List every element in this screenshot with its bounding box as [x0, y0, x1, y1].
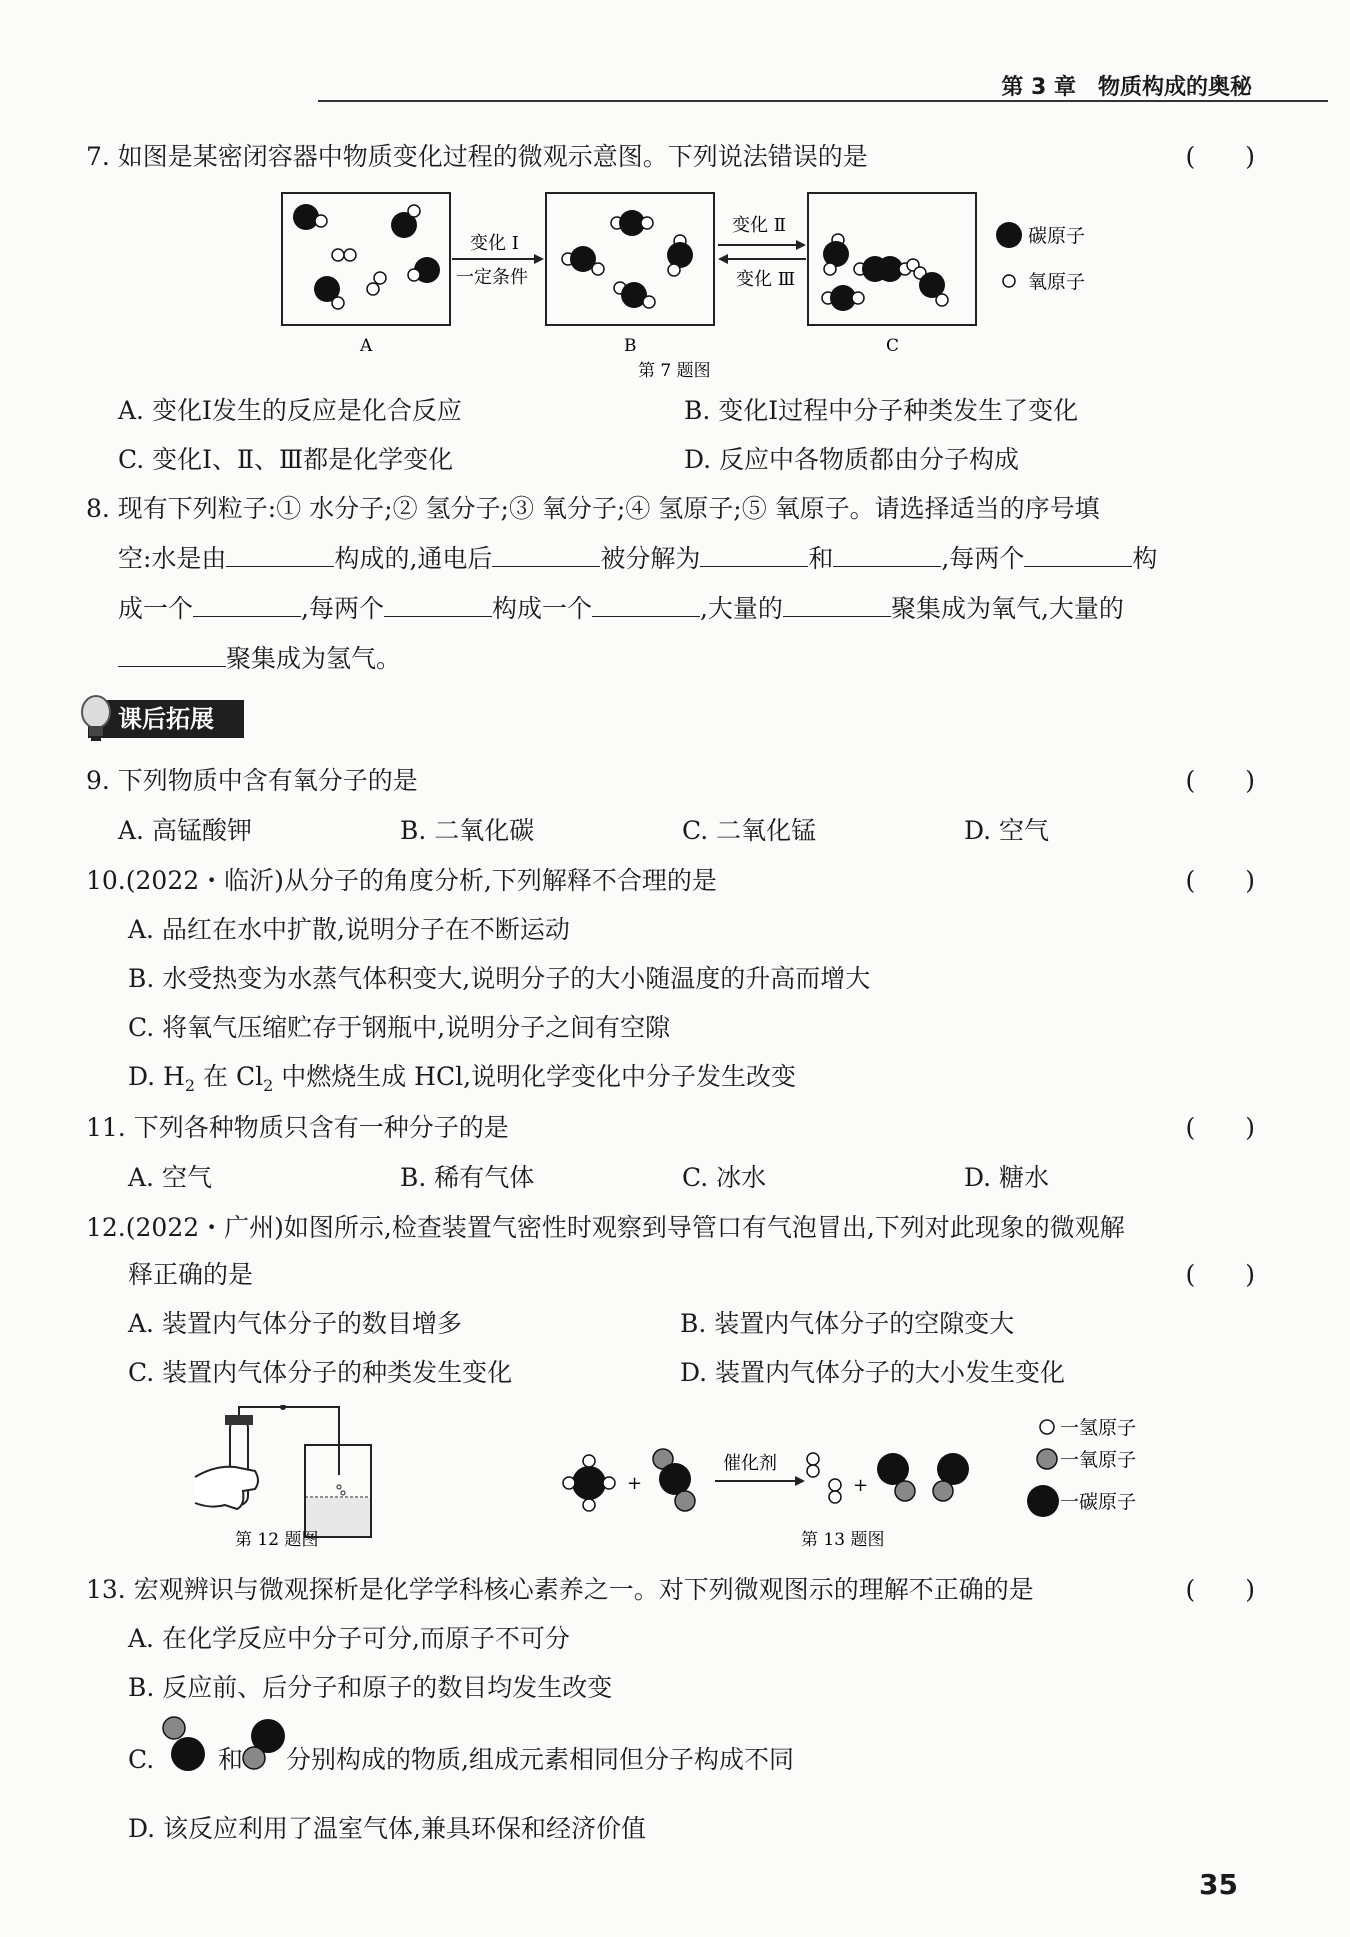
q10-stem: 10.(2022・临沂)从分子的角度分析,下列解释不合理的是: [86, 866, 717, 895]
q10-paren: ( ): [1185, 866, 1255, 895]
q9-stem: 9. 下列物质中含有氧分子的是: [86, 766, 418, 795]
legend-oxygen-dot: [1003, 275, 1015, 287]
q13-figure-caption: 第 13 题图: [801, 1530, 885, 1550]
catalyst-label: 催化剂: [723, 1453, 777, 1474]
box-c-label: C: [886, 336, 900, 356]
q8-line1: 8. 现有下列粒子:① 水分子;② 氢分子;③ 氧分子;④ 氢原子;⑤ 氧原子。请选择适当的序号填: [86, 494, 1100, 523]
legend-oxygen-label: 氧原子: [1028, 271, 1086, 293]
q12-paren: ( ): [1185, 1260, 1255, 1289]
box-a-molecules: [293, 204, 440, 309]
q13-figure: [555, 1405, 1145, 1555]
q7-option-c: C. 变化Ⅰ、Ⅱ、Ⅲ都是化学变化: [118, 445, 454, 474]
q10-option-b: B. 水受热变为水蒸气体积变大,说明分子的大小随温度的升高而增大: [128, 964, 871, 993]
q11-option-d: D. 糖水: [964, 1163, 1050, 1192]
q11-paren: ( ): [1185, 1113, 1255, 1142]
page-number: 35: [1199, 1868, 1238, 1901]
q8-line3: 成一个 ,每两个 构成一个 ,大量的 聚集成为氧气,大量的: [118, 594, 1124, 623]
q13-option-d: D. 该反应利用了温室气体,兼具环保和经济价值: [128, 1814, 646, 1843]
arrow1-top-label: 变化 Ⅰ: [470, 233, 519, 254]
q8-line4: 聚集成为氢气。: [118, 642, 401, 676]
q7-stem: 7. 如图是某密闭容器中物质变化过程的微观示意图。下列说法错误的是: [86, 142, 868, 171]
q7-figure: [270, 185, 1110, 385]
legend-hydrogen-label: 一氢原子: [1060, 1417, 1137, 1439]
q9-option-a: A. 高锰酸钾: [118, 816, 252, 845]
arrow2-label: 变化 Ⅱ: [732, 215, 786, 236]
q13-option-c-label: C.: [128, 1745, 155, 1774]
q12-stem-line1: 12.(2022・广州)如图所示,检查装置气密性时观察到导管口有气泡冒出,下列对此现象的微观解: [86, 1213, 1125, 1242]
q12-stem-line2: 释正确的是: [128, 1260, 254, 1289]
q9-paren: ( ): [1185, 766, 1255, 795]
q7-option-b: B. 变化Ⅰ过程中分子种类发生了变化: [684, 396, 1079, 425]
box-c-molecules: [822, 234, 948, 311]
q12-figure-caption: 第 12 题图: [235, 1530, 319, 1550]
q12-option-d: D. 装置内气体分子的大小发生变化: [680, 1358, 1066, 1387]
q13-stem: 13. 宏观辨识与微观探析是化学学科核心素养之一。对下列微观图示的理解不正确的是: [86, 1575, 1034, 1604]
co2-molecule-icon: [240, 1712, 290, 1792]
q13-option-c-and: 和: [218, 1745, 244, 1774]
q10-option-c: C. 将氧气压缩贮存于钢瓶中,说明分子之间有空隙: [128, 1013, 671, 1042]
q9-option-d: D. 空气: [964, 816, 1050, 845]
arrow1-bottom-label: 一定条件: [456, 267, 528, 288]
q13-option-b: B. 反应前、后分子和原子的数目均发生改变: [128, 1673, 613, 1702]
box-b-label: B: [624, 336, 637, 356]
q12-option-a: A. 装置内气体分子的数目增多: [128, 1309, 462, 1338]
q13-option-a: A. 在化学反应中分子可分,而原子不可分: [128, 1624, 570, 1653]
q11-option-a: A. 空气: [128, 1163, 212, 1192]
q11-stem: 11. 下列各种物质只含有一种分子的是: [86, 1113, 509, 1142]
box-b-molecules: [562, 210, 693, 308]
q11-option-c: C. 冰水: [682, 1163, 767, 1192]
box-a-label: A: [360, 336, 373, 356]
q10-option-d: D. $H_2$ 在 $Cl_2$ 中燃烧生成 HCl,说明化学变化中分子发生改变: [128, 1062, 797, 1095]
legend-carbon-label: 碳原子: [1028, 225, 1086, 247]
q12-figure: [185, 1405, 385, 1555]
q9-option-c: C. 二氧化锰: [682, 816, 817, 845]
header-rule: [318, 100, 1328, 102]
q7-figure-caption: 第 7 题图: [638, 361, 711, 381]
arrow3-label: 变化 Ⅲ: [736, 269, 796, 290]
section-banner: 课后拓展: [88, 700, 244, 738]
q7-paren: ( ): [1185, 142, 1255, 171]
lightbulb-icon: [80, 694, 112, 744]
q13-option-c-text: 分别构成的物质,组成元素相同但分子构成不同: [286, 1745, 794, 1774]
legend-carbon-label-13: 一碳原子: [1060, 1491, 1137, 1513]
chapter-header: 第 3 章 物质构成的奥秘: [1001, 75, 1252, 100]
q7-option-d: D. 反应中各物质都由分子构成: [684, 445, 1020, 474]
q11-option-b: B. 稀有气体: [400, 1163, 535, 1192]
q7-option-a: A. 变化Ⅰ发生的反应是化合反应: [118, 396, 462, 425]
legend-carbon-dot: [996, 222, 1022, 248]
plus-sign-2: +: [853, 1475, 869, 1496]
q12-option-c: C. 装置内气体分子的种类发生变化: [128, 1358, 513, 1387]
q9-option-b: B. 二氧化碳: [400, 816, 535, 845]
plus-sign-1: +: [627, 1473, 643, 1494]
q8-line2: 空:水是由 构成的,通电后 被分解为 和 ,每两个 构: [118, 544, 1158, 573]
q10-option-a: A. 品红在水中扩散,说明分子在不断运动: [128, 915, 570, 944]
q13-paren: ( ): [1185, 1575, 1255, 1604]
q12-option-b: B. 装置内气体分子的空隙变大: [680, 1309, 1015, 1338]
legend-oxygen-label-13: 一氧原子: [1060, 1449, 1137, 1471]
